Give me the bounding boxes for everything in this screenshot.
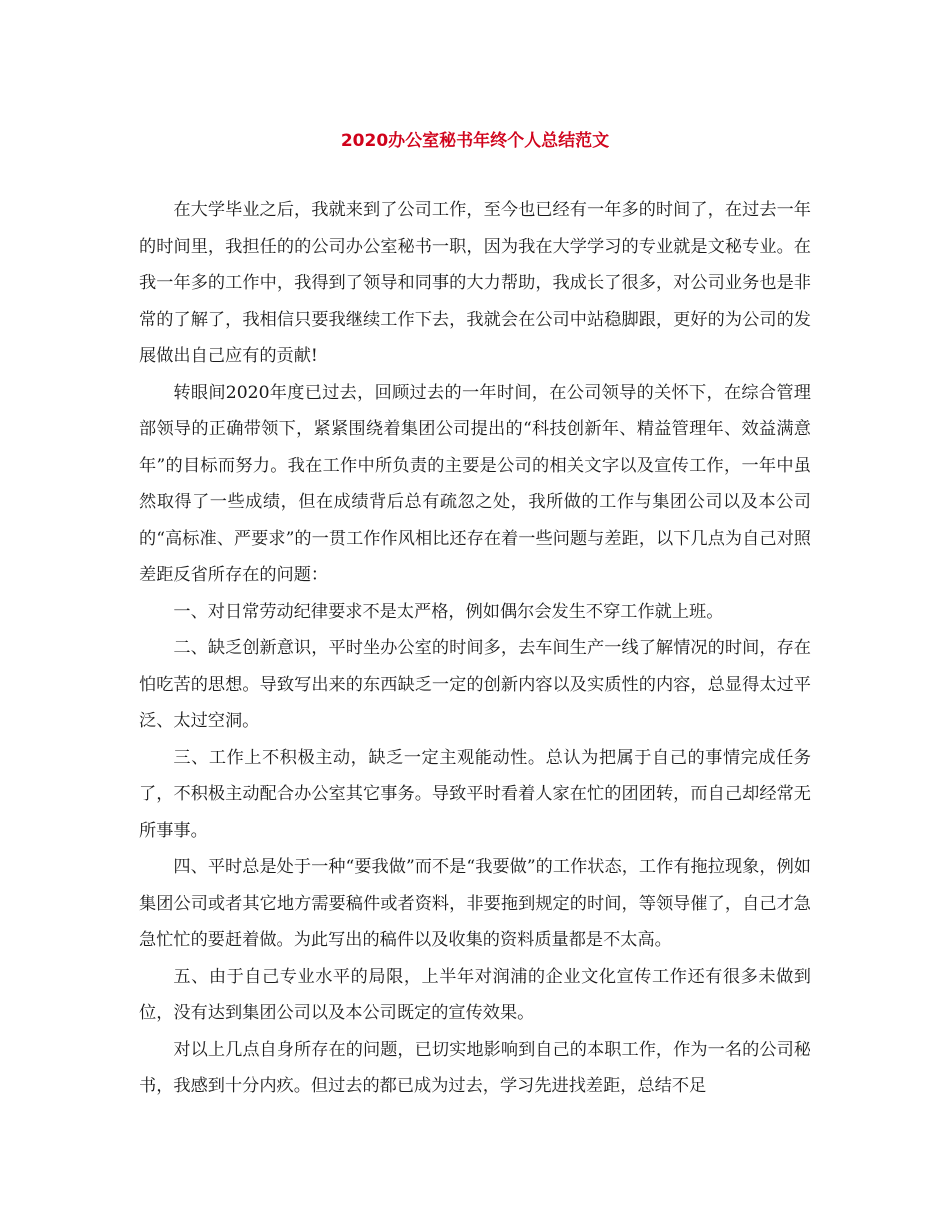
paragraph-issue-1: 一、对日常劳动纪律要求不是太严格，例如偶尔会发生不穿工作就上班。 (173, 601, 724, 622)
paragraph-issue-3: 三、工作上不积极主动，缺乏一定主观能动性。总认为把属于自己的事情完成任务了，不积极主动配合办公室其它事务。导致平时看着人家在忙的团团转，而自己却经常无所事事。 (139, 747, 811, 841)
paragraph-issue-5: 五、由于自己专业水平的局限，上半年对润浦的企业文化宣传工作还有很多未做到位，没有达到集团公司以及本公司既定的宣传效果。 (139, 966, 811, 1023)
paragraph-issue-2: 二、缺乏创新意识，平时坐办公室的时间多，去车间生产一线了解情况的时间，存在怕吃苦的思想。导致写出来的东西缺乏一定的创新内容以及实质性的内容，总显得太过平泛、太过空洞。 (139, 638, 811, 731)
paragraph-conclusion: 对以上几点自身所存在的问题，已切实地影响到自己的本职工作，作为一名的公司秘书，我感到十分内疚。但过去的都已成为过去，学习先进找差距，总结不足 (139, 1039, 811, 1096)
paragraph-issue-4: 四、平时总是处于一种“要我做”而不是“我要做”的工作状态，工作有拖拉现象，例如集团公司或者其它地方需要稿件或者资料，非要拖到规定的时间，等领导催了，自己才急急忙忙的要赶着做。为此写出的稿件以及收集的资料质量都是不太高。 (139, 857, 811, 950)
document-title: 2020办公室秘书年终个人总结范文 (340, 131, 610, 151)
document-body (139, 192, 811, 1105)
paragraph-intro: 在大学毕业之后，我就来到了公司工作，至今也已经有一年多的时间了，在过去一年的时间里，我担任的的公司办公室秘书一职，因为我在大学学习的专业就是文秘专业。在我一年多的工作中，我得到了领导和同事的大力帮助，我成长了很多，对公司业务也是非常的了解了，我相信只要我继续工作下去，我就会在公司中站稳脚跟，更好的为公司的发展做出自己应有的贡献! (139, 200, 811, 366)
paragraph-review: 转眼间2020年度已过去，回顾过去的一年时间，在公司领导的关怀下，在综合管理部领导的正确带领下，紧紧围绕着集团公司提出的“科技创新年、精益管理年、效益满意年”的目标而努力。我在工作中所负责的主要是公司的相关文字以及宣传工作，一年中虽然取得了一些成绩，但在成绩背后总有疏忽之处，我所做的工作与集团公司以及本公司的“高标准、严要求”的一贯工作作风相比还存在着一些问题与差距，以下几点为自己对照差距反省所存在的问题： (139, 382, 811, 585)
